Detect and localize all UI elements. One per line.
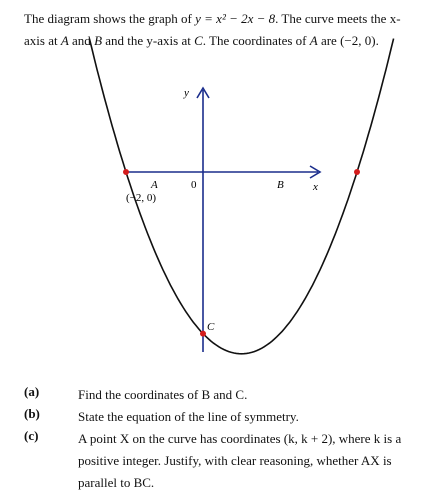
point-a-marker (123, 169, 129, 175)
question-a-text: Find the coordinates of B and C. (78, 387, 248, 402)
point-a-name-2: A (309, 33, 318, 48)
question-b-label: (b) (24, 406, 40, 421)
label-a-coords: (−2, 0) (126, 192, 157, 204)
intro-text-2: . The curve meets the x-axis at (24, 11, 401, 48)
equation: y = x² − 2x − 8 (195, 11, 276, 26)
question-c-text: A point X on the curve has coordinates (k, k + 2), where k is a positive integer. Justify, with clear reasoning, whether AX is parallel to BC. (78, 431, 402, 490)
point-a-name: A (60, 33, 69, 48)
label-b: B (277, 179, 284, 191)
intro-text-4: . The coordinates of (202, 33, 310, 48)
intro-text-5: are (317, 33, 341, 48)
question-c-label: (c) (24, 428, 39, 443)
intro-text-6: . (375, 33, 379, 48)
x-axis-label: x (313, 181, 318, 193)
question-a-label: (a) (24, 384, 40, 399)
point-b-marker (354, 169, 360, 175)
question-b (24, 406, 416, 428)
y-axis-label: y (184, 87, 189, 99)
intro-text-3: and the y-axis at (102, 33, 195, 48)
label-a: A (151, 179, 158, 191)
intro-text-1: The diagram shows the graph of (24, 11, 196, 26)
question-c (24, 428, 416, 498)
intro-and: and (68, 33, 95, 48)
label-c: C (207, 321, 215, 333)
point-c-marker (200, 331, 206, 337)
point-b-name: B (94, 33, 103, 48)
question-a (24, 384, 416, 406)
question-b-text: State the equation of the line of symmetry. (78, 409, 299, 424)
origin-label: 0 (191, 179, 197, 191)
point-c-name: C (194, 33, 203, 48)
coords-a: (−2, 0) (340, 33, 376, 48)
